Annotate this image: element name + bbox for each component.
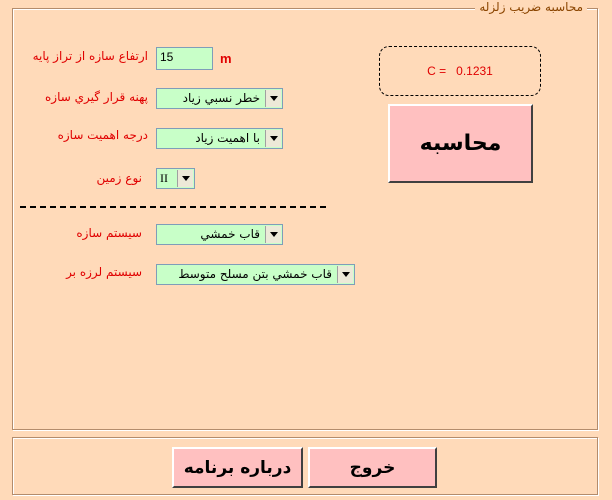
soil-select[interactable] — [156, 168, 195, 189]
about-button[interactable] — [172, 447, 303, 488]
calculate-button[interactable] — [388, 104, 533, 183]
zone-dropdown-arrow[interactable] — [265, 90, 281, 107]
zone-label: پهنه قرار گيري سازه — [45, 90, 148, 104]
height-unit: m — [220, 51, 232, 66]
chevron-down-icon — [270, 232, 278, 237]
height-label: ارتفاع سازه از تراز پايه — [32, 49, 148, 63]
height-input-value: 15 — [160, 50, 174, 64]
section-divider — [20, 206, 326, 208]
result-value: 0.1231 — [456, 64, 493, 78]
importance-select-value: با اهميت زياد — [195, 131, 260, 145]
lateral-system-select[interactable] — [156, 264, 355, 285]
importance-select[interactable] — [156, 128, 283, 149]
zone-select[interactable] — [156, 88, 283, 109]
bottom-actions-panel — [12, 437, 598, 495]
system-label: سيستم سازه — [76, 226, 142, 240]
exit-button-label: خروج — [349, 457, 396, 478]
calculate-button-label: محاسبه — [419, 131, 502, 156]
chevron-down-icon — [182, 176, 190, 181]
chevron-down-icon — [342, 272, 350, 277]
zone-select-value: خطر نسبي زياد — [182, 91, 260, 105]
result-display — [379, 46, 541, 96]
soil-dropdown-arrow[interactable] — [177, 170, 193, 187]
system-select-value: قاب خمشي — [200, 227, 260, 241]
lateral-system-label: سيستم لرزه بر — [66, 265, 142, 279]
result-label: C = — [427, 64, 447, 78]
system-select[interactable] — [156, 224, 283, 245]
chevron-down-icon — [270, 136, 278, 141]
chevron-down-icon — [270, 96, 278, 101]
system-dropdown-arrow[interactable] — [265, 226, 281, 243]
groupbox-title: محاسبه ضریب زلزله — [475, 0, 587, 14]
soil-label: نوع زمين — [96, 171, 142, 185]
exit-button[interactable] — [308, 447, 437, 488]
lateral-system-select-value: قاب خمشي بتن مسلح متوسط — [178, 267, 332, 281]
about-button-label: درباره برنامه — [183, 457, 292, 478]
height-input[interactable] — [156, 47, 213, 70]
lateral-dropdown-arrow[interactable] — [337, 266, 353, 283]
importance-dropdown-arrow[interactable] — [265, 130, 281, 147]
soil-select-value: II — [160, 171, 168, 185]
importance-label: درجه اهميت سازه — [57, 128, 148, 142]
